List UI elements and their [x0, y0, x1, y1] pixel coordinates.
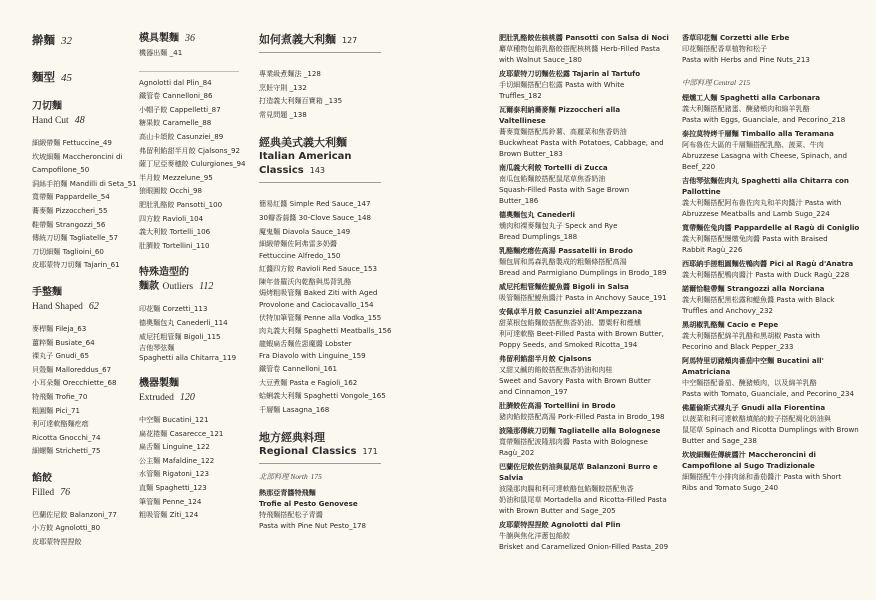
toc-item[interactable]: 千層麵 Lasagna_168 — [259, 404, 330, 414]
recipe-description: 義大利麵搭配黑松露和鯷魚醬 Pasta with Black — [682, 295, 835, 304]
recipe-entry[interactable] — [499, 281, 669, 303]
recipe-entry[interactable] — [499, 519, 669, 552]
toc-item[interactable]: 弗留利餡甜半月餃 Cjalsons_92 — [139, 145, 241, 155]
toc-item[interactable]: 狼眼圓餃 Occhi_98 — [139, 186, 203, 196]
recipe-description: Abruzzese Lasagna with Cheese, Spinach, and Beef_220 — [682, 151, 847, 171]
toc-item[interactable]: 肉丸義大利麵 Spaghetti Meatballs_156 — [259, 326, 392, 336]
toc-item[interactable]: 紅醬四方餃 Ravioli Red Sauce_153 — [259, 264, 377, 274]
toc-item[interactable]: Spaghetti alla Chitarra_119 — [139, 353, 237, 363]
toc-item[interactable]: 小耳朵麵 Orecchiette_68 — [32, 378, 117, 388]
recipe-title: 皮耶蒙特捏捏餃 Agnolotti dal Plin — [499, 520, 621, 529]
toc-item[interactable]: 陳年普羅沃內乾酪與馬背乳酪 — [259, 276, 352, 286]
recipe-entry[interactable]: 熱那亞青醬特飛麵 Trofie al Pesto Genovese 特飛麵搭配松子青醬 Pasta with Pine Nut Pesto_178 — [259, 488, 367, 531]
recipe-entry[interactable] — [682, 175, 862, 219]
toc-item[interactable]: 吉他琴弦麵 — [139, 343, 175, 353]
recipe-description: 麝草種物包餡乳酪餃搭配核桃醬 Herb-Filled Pasta — [499, 44, 660, 53]
region-heading-north: 北部料理 North 175 — [259, 472, 322, 482]
recipe-title: 弗留利餡甜半月餃 Cjalsons — [499, 354, 592, 363]
toc-item[interactable]: 皮耶蒙特刀切麵 Tajarin_61 — [32, 260, 120, 270]
recipe-description: Brisket and Caramelized Onion-Filled Pasta_209 — [499, 542, 669, 551]
recipe-description: Bread Dumplings_188 — [499, 232, 578, 241]
recipe-entry[interactable] — [499, 461, 669, 516]
recipe-entry[interactable] — [499, 306, 669, 350]
list-hand-shaped — [32, 322, 132, 458]
recipe-description: Abruzzese Meatballs and Lamb Sugo_224 — [682, 209, 830, 218]
toc-item[interactable]: 威尼托粗管麵 Bigoli_115 — [139, 331, 221, 341]
toc-item[interactable]: 洞絲手拍麵 Mandilli di Seta_51 — [32, 178, 137, 188]
toc-item[interactable]: 細緞帶麵佐阿弗雷多奶醬 — [259, 239, 338, 249]
toc-item[interactable]: 粗圓麵 Pici_71 — [32, 405, 81, 415]
recipe-description: Truffles and Anchovy_232 — [682, 306, 774, 315]
recipe-description: Pasta with Herbs and Pine Nuts_213 — [682, 55, 810, 64]
recipe-entry[interactable] — [682, 222, 862, 255]
toc-item[interactable]: 扁舌麵 Linguine_122 — [139, 442, 210, 452]
recipe-title: 波隆那傳統刀切麵 Tagliatelle alla Bolognese — [499, 426, 661, 435]
toc-item[interactable]: 鞋帶麵 Strangozzi_56 — [32, 219, 106, 229]
toc-column-1 — [32, 32, 137, 549]
recipe-title: 南瓜義大利餃 Tortelli di Zucca — [499, 163, 608, 172]
recipe-title: 煙燻工人麵 Spaghetti alla Carbonara — [682, 93, 821, 102]
recipe-description: 又甜又鹹的餡餃搭配焦香奶油和肉桂 — [499, 365, 613, 374]
recipe-description: with Brown Butter and Sage_205 — [499, 506, 616, 515]
recipe-description: 鼠尾草 Spinach and Ricotta Dumplings with Brown — [682, 425, 859, 434]
recipe-description: 吸管麵搭配鯷魚醬汁 Pasta in Anchovy Sauce_191 — [499, 293, 667, 302]
toc-item[interactable]: 30瓣香蒜醬 30-Clove Sauce_148 — [259, 212, 372, 222]
recipe-description: 手切細麵搭配白松露 Pasta with White Truffles_182 — [499, 80, 625, 100]
toc-item[interactable]: 蕎麥麵 Pizzoccheri_55 — [32, 205, 108, 215]
toc-item[interactable]: 鐵管卷 Cannelloni_86 — [139, 91, 213, 101]
recipe-description: and Cinnamon_197 — [499, 387, 568, 396]
recipe-description: with Walnut Sauce_180 — [499, 55, 582, 64]
toc-item[interactable]: 鐵管卷 Cannelloni_161 — [259, 363, 338, 373]
toc-column-3 — [259, 32, 392, 534]
recipe-description: 奶油和鼠尾草 Mortadella and Ricotta-Filled Pasta — [499, 495, 667, 504]
toc-entry-rolled-pasta[interactable]: 擀麵 32 — [32, 33, 72, 47]
recipe-description: Ragù_202 — [499, 448, 535, 457]
toc-item[interactable]: 肚臍餃 Tortellini_110 — [139, 240, 210, 250]
toc-item[interactable]: 裸丸子 Gnudi_65 — [32, 351, 90, 361]
toc-item[interactable]: 伏特加筆管麵 Penne alla Vodka_155 — [259, 312, 382, 322]
section-subtitle-american-line2: Classics 143 — [259, 165, 326, 177]
recipe-description: 義大利麵搭配阿布魯佐肉丸和羊肉醬汁 Pasta with — [682, 198, 842, 207]
toc-item[interactable]: 特飛麵 Trofie_70 — [32, 391, 88, 401]
recipe-description: 義大利麵搭配豬蛋、醃豬頰肉和綿羊乳酪 — [682, 104, 810, 113]
toc-item[interactable]: 直麵 Spaghetti_123 — [139, 483, 207, 493]
recipe-entry[interactable] — [499, 245, 669, 278]
recipe-title: 肚臍餃佐高湯 Tortellini in Brodo — [499, 401, 616, 410]
list-north-recipes-end — [682, 32, 862, 65]
section-title-extruded: 機器製麵 — [139, 378, 179, 390]
recipe-title: 西耶納手搓粗圓麵佐鴨肉醬 Pici al Ragù d'Anatra — [682, 259, 854, 268]
toc-column-2 — [139, 32, 251, 522]
toc-item[interactable]: 水管麵 Rigatoni_123 — [139, 469, 209, 479]
recipe-title: 佛羅倫斯式裸丸子 Gnudi alla Fiorentina — [682, 403, 826, 412]
divider — [259, 182, 381, 183]
recipe-description: Bread and Parmigiano Dumplings in Brodo_189 — [499, 268, 667, 277]
recipe-title: 瓦爾泰利納蕎麥麵 Pizzoccheri alla Valtellinese — [499, 105, 621, 125]
divider — [139, 71, 239, 72]
recipe-title: 皮耶蒙特刀切麵佐松露 Tajarin al Tartufo — [499, 69, 641, 78]
recipe-description: 以菠菜和利可達軟酪填餡的餃子搭配褐化奶油與 — [682, 414, 831, 423]
toc-item[interactable]: 肥肚乳酪餃 Pansotti_100 — [139, 199, 223, 209]
recipe-entry[interactable] — [682, 283, 862, 316]
toc-column-4 — [499, 32, 669, 555]
toc-item[interactable]: Provolone and Caciocavallo_154 — [259, 299, 374, 309]
toc-item[interactable]: 高山卡頌餃 Casunziei_89 — [139, 131, 224, 141]
section-title-regional: 地方經典料理 — [259, 431, 325, 445]
section-subtitle-filled: Filled 76 — [32, 486, 71, 498]
recipe-description: 南瓜包餡麵餃搭配鼠尾草焦香奶油 — [499, 174, 606, 183]
toc-item[interactable]: 烹飪守則 _132 — [259, 82, 307, 92]
toc-item[interactable]: 機器出麵 _41 — [139, 48, 183, 57]
section-title-american: 經典美式義大利麵 — [259, 136, 347, 150]
recipe-title: 巴蘭佐尼餃佐奶油與鼠尾草 Balanzoni Burro e Salvia — [499, 462, 658, 482]
recipe-description: Ribs and Tomato Sugo_240 — [682, 483, 778, 492]
list-filled — [32, 508, 132, 549]
toc-item[interactable]: 坎坡細麵 Maccheroncini di — [32, 151, 123, 161]
recipe-description: Rabbit Ragù_226 — [682, 245, 743, 254]
recipe-description: 中空麵搭配番茄、醃豬頰肉，以及綿羊乳酪 — [682, 378, 817, 387]
toc-item[interactable]: 薩丁尼亞麥穗餃 Culurgiones_94 — [139, 159, 246, 169]
section-title-hand-shaped: 手整麵 — [32, 286, 62, 298]
recipe-description: 利可達軟酪 Beet-Filled Pasta with Brown Butter, — [499, 329, 664, 338]
toc-item[interactable]: 龍蝦扁舌麵佐惡魔醬 Lobster — [259, 338, 352, 348]
recipe-entry[interactable] — [682, 128, 862, 172]
toc-item[interactable]: Ricotta Gnocchi_74 — [32, 432, 101, 442]
toc-item[interactable]: 簡易紅醬 Simple Red Sauce_147 — [259, 199, 371, 209]
recipe-description: 印花麵搭配香草植物和松子 — [682, 44, 768, 53]
recipe-entry[interactable] — [499, 400, 669, 422]
recipe-title: 安佩卓半月餃 Casunziei all'Ampezzana — [499, 307, 643, 316]
recipe-title: 肥肚乳酪餃佐核桃醬 Pansotti con Salsa di Noci — [499, 33, 669, 42]
recipe-description: 義大利麵搭配慢燉兔肉醬 Pasta with Braised — [682, 234, 828, 243]
recipe-entry[interactable] — [499, 162, 669, 206]
toc-item[interactable]: 印花麵 Corzetti_113 — [139, 304, 208, 314]
recipe-description: Pecorino and Black Pepper_233 — [682, 342, 794, 351]
section-title-outliers-line2: 麵款 Outliers 112 — [139, 281, 214, 293]
recipe-description: Pasta with Tomato, Guanciale, and Pecorino_234 — [682, 389, 854, 398]
toc-entry-pasta-shapes[interactable]: 麵型 45 — [32, 70, 72, 84]
toc-item[interactable]: 小方餃 Agnolotti_80 — [32, 523, 101, 533]
toc-item[interactable]: 四方餃 Ravioli_104 — [139, 213, 204, 223]
toc-item[interactable]: Campofilone_50 — [32, 165, 90, 175]
recipe-description: Sweet and Savory Pasta with Brown Butter — [499, 376, 651, 385]
list-filled-continued — [139, 76, 251, 253]
recipe-title: 黑胡椒乳酪麵 Cacio e Pepe — [682, 320, 779, 329]
section-title-hand-cut: 刀切麵 — [32, 101, 62, 112]
recipe-description: 蕎麥寬麵搭配馬鈴薯、高麗菜和焦香奶油 — [499, 127, 627, 136]
recipe-description: 燻肉和裸麥麵包丸子 Speck and Rye — [499, 221, 618, 230]
section-subtitle-american: Italian American — [259, 151, 352, 163]
recipe-title: 乳酪麵疙瘩佐高湯 Passatelli in Brodo — [499, 246, 633, 255]
toc-item[interactable]: 貝殼麵 Malloreddus_67 — [32, 364, 112, 374]
toc-item[interactable]: 巴蘭佐尼餃 Balanzoni_77 — [32, 509, 117, 519]
toc-item[interactable]: 半月餃 Mezzelune_95 — [139, 172, 213, 182]
recipe-title: 寬帶麵佐兔肉醬 Pappardelle al Ragù di Coniglio — [682, 223, 860, 232]
toc-item[interactable]: 刀切細麵 Taglioini_60 — [32, 246, 104, 256]
list-central-recipes — [682, 92, 862, 493]
recipe-description: 阿布魯佐大區的千層麵搭配乳酪、菠菜、牛肉 — [682, 140, 824, 149]
toc-item[interactable]: 蛤蜊義大利麵 Spaghetti Vongole_165 — [259, 391, 386, 401]
section-subtitle-hand-cut: Hand Cut 48 — [32, 115, 85, 126]
recipe-description: 豬肉餡餃搭配高湯 Pork-Filled Pasta in Brodo_198 — [499, 412, 665, 421]
recipe-entry[interactable] — [682, 92, 862, 125]
toc-item[interactable]: 扁花捲麵 Casarecce_121 — [139, 428, 224, 438]
recipe-title: 香草印花麵 Corzetti alle Erbe — [682, 33, 790, 42]
toc-item[interactable]: 焗烤粗吸管麵 Baked Ziti with Aged — [259, 287, 378, 297]
recipe-entry[interactable] — [682, 355, 862, 399]
toc-entry-molded-pasta[interactable]: 模具製麵 36 — [139, 33, 195, 44]
toc-item[interactable]: 德奧麵包丸 Canederli_114 — [139, 317, 228, 327]
toc-item[interactable]: 細螺麵 Strichetti_75 — [32, 446, 101, 456]
recipe-entry[interactable] — [499, 353, 669, 397]
recipe-title: 吉他琴弦麵佐肉丸 Spaghetti alla Chitarra con Pallottine — [682, 176, 849, 196]
toc-item[interactable]: 中空麵 Bucatini_121 — [139, 415, 209, 425]
recipe-description: 細麵搭配牛小排肉絲和番茄醬汁 Pasta with Short — [682, 472, 842, 481]
recipe-entry[interactable] — [499, 32, 669, 65]
recipe-description: 牛腩與焦化洋蔥包餡餃 — [499, 531, 570, 540]
toc-item[interactable]: 打造義大利麵百寶箱 _135 — [259, 96, 343, 106]
recipe-title: 諾爾恰鞋帶麵 Strangozzi alla Norciana — [682, 284, 825, 293]
toc-item[interactable]: Fra Diavolo with Linguine_159 — [259, 350, 366, 360]
recipe-description: Brown Butter_183 — [499, 149, 563, 158]
recipe-description: Butter and Sage_238 — [682, 436, 757, 445]
toc-item[interactable]: 細緞帶麵 Fettuccine_49 — [32, 138, 112, 147]
list-hand-cut — [32, 136, 137, 272]
section-subtitle-regional: Regional Classics 171 — [259, 446, 378, 458]
recipe-entry[interactable] — [682, 449, 862, 493]
recipe-title: 德奧麵包丸 Canederli — [499, 210, 576, 219]
list-american — [259, 197, 392, 416]
toc-entry-how-to-cook[interactable]: 如何煮義大利麵 127 — [259, 33, 358, 46]
toc-item[interactable]: 筆管麵 Penne_124 — [139, 496, 202, 506]
recipe-description: Buckwheat Pasta with Potatoes, Cabbage, and — [499, 138, 664, 147]
region-heading-central: 中部料理 Central 215 — [682, 78, 751, 87]
list-north-recipes — [499, 32, 669, 552]
recipe-entry[interactable] — [499, 425, 669, 458]
recipe-description: 麵包屑和馬森乳酪製成的粗麵條搭配高湯 — [499, 257, 627, 266]
section-title-outliers: 特殊造型的 — [139, 267, 189, 279]
toc-item[interactable]: 大豆煮麵 Pasta e Fagioli_162 — [259, 377, 358, 387]
toc-item[interactable]: 粗吸管麵 Ziti_124 — [139, 510, 199, 520]
recipe-description: 甜菜根包餡麵餃搭配焦香奶油、罌粟籽和煙燻 — [499, 318, 641, 327]
toc-item[interactable]: 傳統刀切麵 Tagliatelle_57 — [32, 233, 119, 243]
recipe-title: 坎坡細麵佐傳統醬汁 Maccheroncini di Campofilone al Sugo Tradizionale — [682, 450, 816, 470]
list-outliers — [139, 302, 251, 363]
recipe-entry[interactable] — [499, 68, 669, 101]
divider — [259, 463, 381, 464]
toc-item[interactable]: 魔鬼麵 Diavola Sauce_149 — [259, 226, 351, 236]
toc-item[interactable]: 常見問題 _138 — [259, 109, 307, 119]
recipe-description: Pasta with Eggs, Guanciale, and Pecorino_218 — [682, 115, 846, 124]
recipe-entry[interactable] — [682, 319, 862, 352]
toc-item[interactable]: 公主麵 Mafaldine_122 — [139, 455, 215, 465]
section-subtitle-extruded: Extruded 120 — [139, 392, 195, 404]
section-title-filled: 餡餃 — [32, 472, 52, 484]
toc-item[interactable]: 利可達軟酪麵疙瘩 — [32, 419, 89, 429]
recipe-entry[interactable] — [682, 32, 862, 65]
recipe-description: Poppy Seeds, and Smoked Ricotta_194 — [499, 340, 638, 349]
toc-item[interactable]: 皮耶蒙特捏捏餃 — [32, 537, 82, 547]
recipe-description: 義大利麵搭配鴨肉醬汁 Pasta with Duck Ragù_228 — [682, 270, 850, 279]
toc-item[interactable]: 義大利餃 Tortelli_106 — [139, 227, 211, 237]
toc-item[interactable]: 薑粹麵 Busiate_64 — [32, 337, 95, 347]
section-subtitle-hand-shaped: Hand Shaped 62 — [32, 300, 99, 312]
recipe-description: Squash-Filled Pasta with Sage Brown Butter_186 — [499, 185, 630, 205]
recipe-description: 波隆那肉腸和利可達軟酪包餡麵餃搭配焦香 — [499, 484, 634, 493]
list-extruded — [139, 413, 251, 522]
list-how-to — [259, 67, 381, 121]
toc-item[interactable]: 專業級煮麵法 _128 — [259, 69, 321, 78]
toc-item[interactable]: 小帽子餃 Cappelletti_87 — [139, 104, 221, 114]
toc-item[interactable]: 麥桿麵 Fileja_63 — [32, 323, 87, 333]
recipe-description: 義大利麵搭配綿羊乳酪和黑胡椒 Pasta with — [682, 331, 821, 340]
recipe-title: 泰拉莫特烤千層麵 Timballo alla Teramana — [682, 129, 834, 138]
toc-item[interactable]: Fettuccine Alfredo_150 — [259, 251, 341, 261]
recipe-title: 威尼托粗管麵佐鯷魚醬 Bigoli in Salsa — [499, 282, 629, 291]
recipe-entry[interactable] — [682, 258, 862, 280]
toc-item[interactable]: 糖果餃 Caramelle_88 — [139, 118, 212, 128]
recipe-entry[interactable] — [499, 209, 669, 242]
recipe-entry[interactable] — [682, 402, 862, 446]
recipe-title: 阿馬特里切豬頰肉番茄中空麵 Bucatini all' Amatriciana — [682, 356, 824, 376]
divider — [259, 52, 381, 53]
toc-column-5 — [682, 32, 862, 496]
toc-item[interactable]: 寬帶麵 Pappardelle_54 — [32, 192, 110, 202]
recipe-entry[interactable] — [499, 104, 669, 159]
toc-item[interactable]: Agnolotti dal Plin_84 — [139, 77, 212, 87]
recipe-description: 寬帶麵搭配波隆那肉醬 Pasta with Bolognese — [499, 437, 648, 446]
